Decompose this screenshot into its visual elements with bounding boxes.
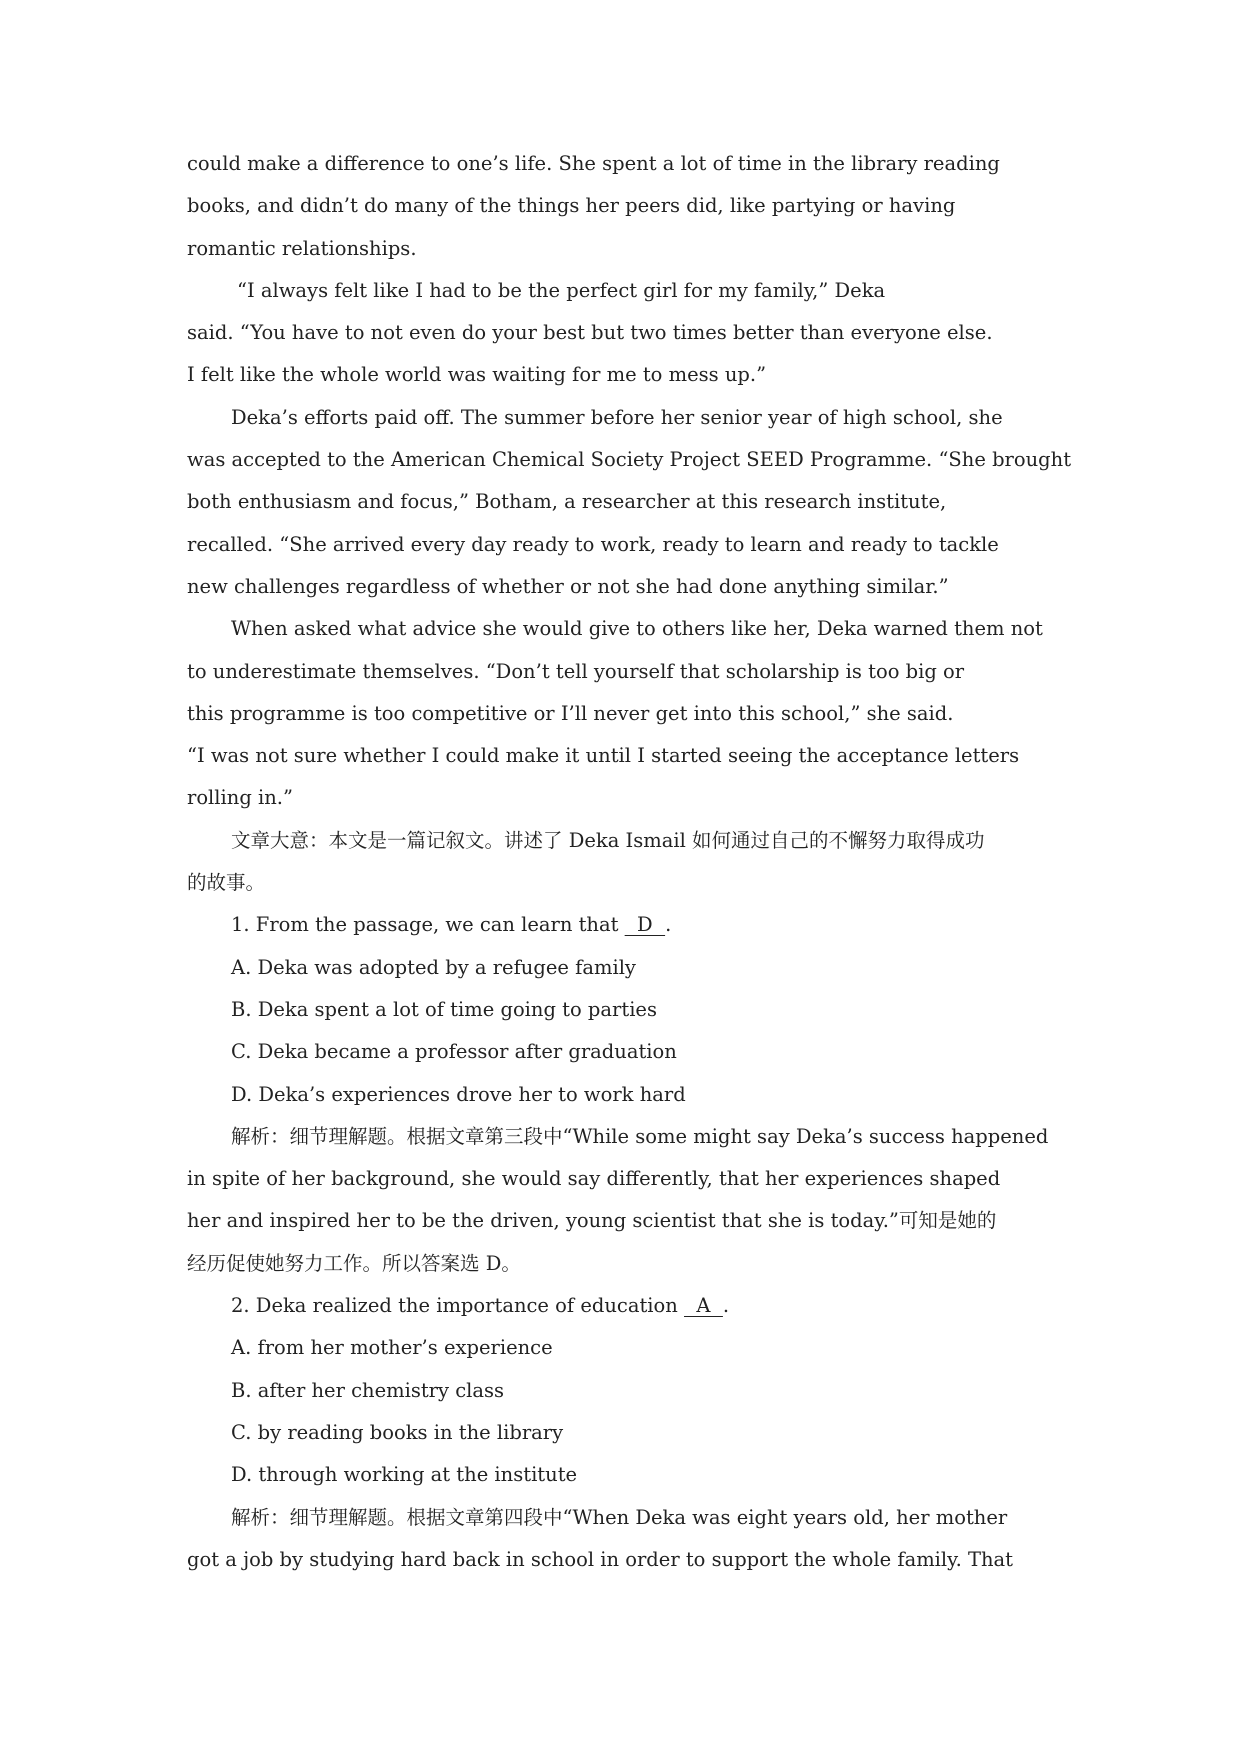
paragraph-line: could make a difference to one’s life. She spent a lot of time in the library reading bbox=[187, 152, 1000, 175]
option-a: A. from her mother’s experience bbox=[231, 1336, 553, 1360]
paragraph-line: was accepted to the American Chemical Society Project SEED Programme. “She brought bbox=[187, 448, 1072, 472]
analysis-line: 解析：细节理解题。根据文章第三段中“While some might say Deka’s success happened bbox=[231, 1124, 1049, 1148]
option-c: C. by reading books in the library bbox=[231, 1420, 564, 1444]
analysis-line: got a job by studying hard back in school in order to support the whole family. That bbox=[187, 1547, 1014, 1571]
answer-blank: D bbox=[624, 913, 666, 937]
option-b: B. after her chemistry class bbox=[231, 1378, 505, 1402]
question-text: 2. Deka realized the importance of education bbox=[231, 1294, 685, 1318]
paragraph-line: “I always felt like I had to be the perfect girl for my family,” Deka bbox=[237, 278, 886, 302]
question-end: . bbox=[722, 1294, 730, 1318]
question-end: . bbox=[665, 913, 672, 937]
paragraph-line: Deka’s efforts paid off. The summer before her senior year of high school, she bbox=[231, 405, 1003, 429]
option-a: A. Deka was adopted by a refugee family bbox=[231, 955, 636, 979]
question-stem bbox=[187, 904, 1087, 946]
paragraph-line: said. “You have to not even do your best but two times better than everyone else. bbox=[187, 321, 993, 345]
option-d: D. through working at the institute bbox=[231, 1463, 578, 1487]
analysis-line: 解析：细节理解题。根据文章第四段中“When Deka was eight years old, her mother bbox=[231, 1505, 1008, 1529]
document-body bbox=[187, 143, 1087, 1581]
paragraph-line: new challenges regardless of whether or not she had done anything similar.” bbox=[187, 574, 949, 598]
paragraph-line: I felt like the whole world was waiting for me to mess up.” bbox=[187, 363, 767, 387]
paragraph-line: this programme is too competitive or I’ll never get into this school,” she said. bbox=[187, 701, 954, 725]
paragraph-line: books, and didn’t do many of the things her peers did, like partying or having bbox=[187, 194, 956, 218]
paragraph-line: rolling in.” bbox=[187, 786, 293, 810]
paragraph-line: both enthusiasm and focus,” Botham, a researcher at this research institute, bbox=[187, 490, 947, 514]
option-b: B. Deka spent a lot of time going to parties bbox=[231, 997, 657, 1021]
option-c: C. Deka became a professor after graduation bbox=[231, 1040, 677, 1064]
paragraph-line: recalled. “She arrived every day ready to work, ready to learn and ready to tackle bbox=[187, 532, 999, 556]
summary-line: 文章大意：本文是一篇记叙文。讲述了 Deka Ismail 如何通过自己的不懈努力取得成功 bbox=[231, 828, 985, 852]
paragraph-line: When asked what advice she would give to others like her, Deka warned them not bbox=[231, 617, 1043, 641]
paragraph-line: romantic relationships. bbox=[187, 236, 417, 260]
analysis-line: 经历促使她努力工作。所以答案选 D。 bbox=[187, 1251, 521, 1275]
analysis-line: in spite of her background, she would say differently, that her experiences shaped bbox=[187, 1167, 1001, 1191]
summary-line: 的故事。 bbox=[187, 871, 266, 895]
question-text: 1. From the passage, we can learn that bbox=[231, 913, 625, 937]
answer-blank: A bbox=[684, 1294, 723, 1318]
option-d: D. Deka’s experiences drove her to work hard bbox=[231, 1082, 686, 1106]
paragraph-line: “I was not sure whether I could make it until I started seeing the acceptance letters bbox=[187, 744, 1020, 768]
question-stem bbox=[187, 1285, 1087, 1327]
analysis-line: her and inspired her to be the driven, young scientist that she is today.”可知是她的 bbox=[187, 1209, 997, 1233]
paragraph-line: to underestimate themselves. “Don’t tell yourself that scholarship is too big or bbox=[187, 659, 965, 683]
